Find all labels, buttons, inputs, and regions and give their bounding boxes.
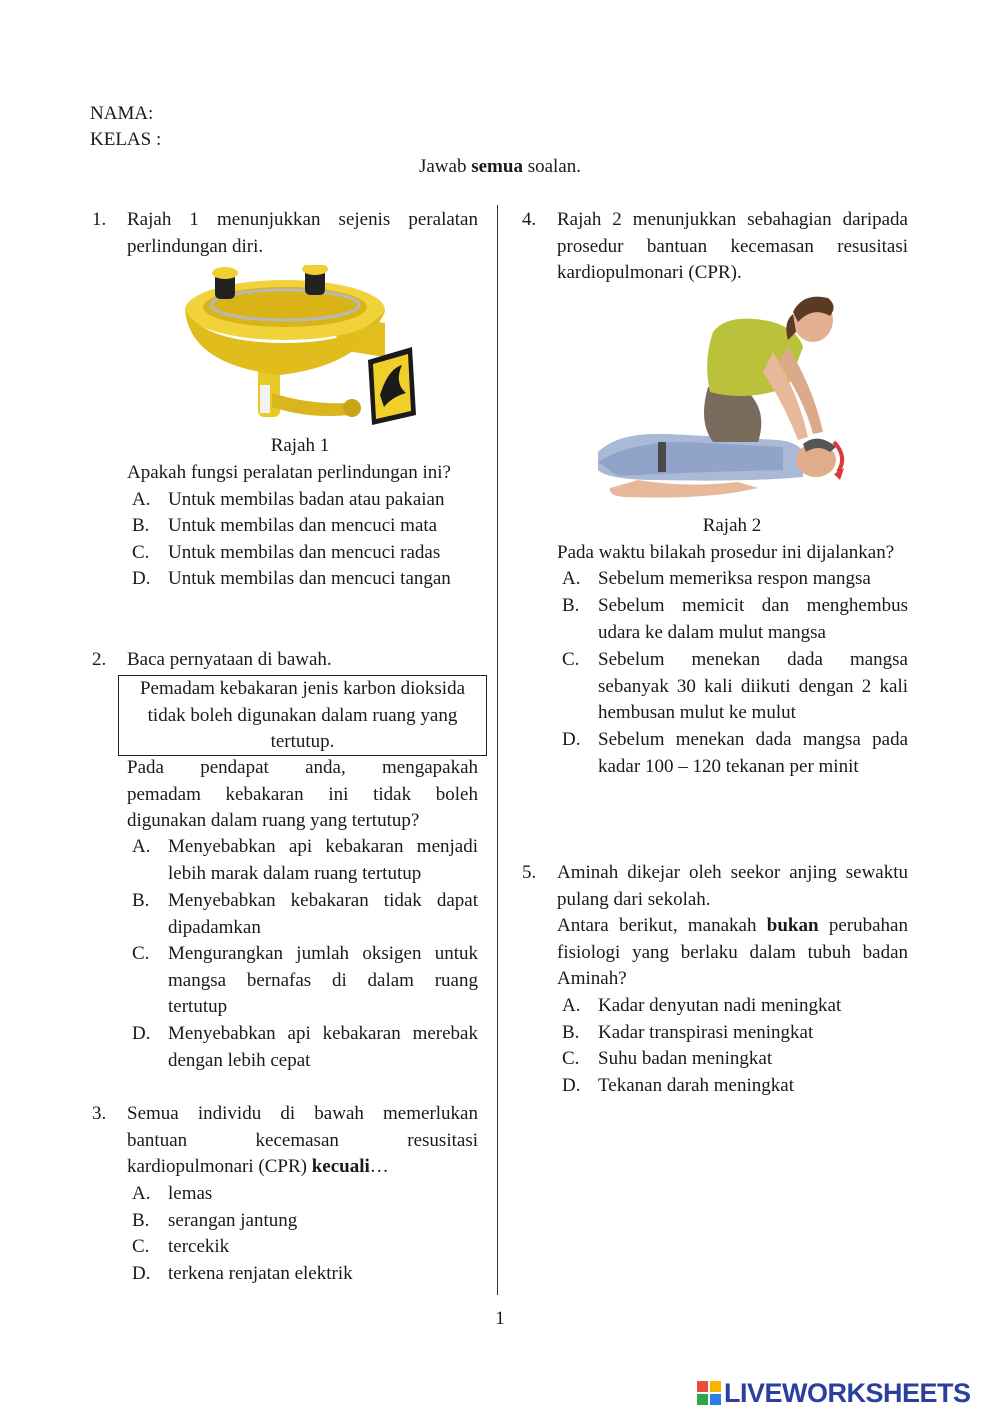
question-number: 3. <box>92 1103 107 1124</box>
figure-2-caption: Rajah 2 <box>702 515 762 536</box>
question-3-stem: Semua individu di bawah memerlukan bantuan kecemasan resusitasi kardiopulmonari (CPR) kecuali… <box>127 1103 478 1178</box>
statement-box: Pemadam kebakaran jenis karbon dioksida tidak boleh digunakan dalam ruang yang tertutup. <box>118 675 487 756</box>
page-number: 1 <box>495 1308 505 1329</box>
nama-label: NAMA: <box>90 103 154 124</box>
question-stem-line: Rajah 1 menunjukkan sejenis peralatan <box>127 209 478 230</box>
eyewash-station-figure <box>180 265 420 430</box>
question-2-prompt: Pada pendapat anda, mengapakah pemadam kebakaran ini tidak boleh digunakan dalam ruang yang tertutup? <box>127 757 478 832</box>
figure-1-caption: Rajah 1 <box>270 435 330 456</box>
question-4-stem: Rajah 2 menunjukkan sebahagian daripada prosedur bantuan kecemasan resusitasi kardiopulmonari (CPR). <box>557 209 908 284</box>
question-number: 2. <box>92 649 107 670</box>
question-stem-line: perlindungan diri. <box>127 235 264 257</box>
logo-icon <box>697 1381 721 1405</box>
cpr-figure <box>598 292 858 510</box>
liveworksheets-logo <box>697 1378 995 1408</box>
question-number: 4. <box>522 209 537 230</box>
question-5-stem: Aminah dikejar oleh seekor anjing sewaktu pulang dari sekolah. Antara berikut, manakah bukan perubahan fisiologi yang berlaku dalam tubuh badan Aminah? <box>557 862 908 990</box>
question-number: 1. <box>92 209 107 230</box>
column-divider <box>497 205 498 1295</box>
question-4-prompt: Pada waktu bilakah prosedur ini dijalankan? <box>557 542 895 563</box>
instruction: Jawab semua soalan. <box>418 156 581 177</box>
question-2-stem: Baca pernyataan di bawah. <box>127 649 332 670</box>
logo-text: LIVEWORKSHEETS <box>724 1378 971 1408</box>
question-number: 5. <box>522 862 537 883</box>
kelas-label: KELAS : <box>90 129 162 150</box>
question-1-prompt: Apakah fungsi peralatan perlindungan ini? <box>127 462 451 483</box>
